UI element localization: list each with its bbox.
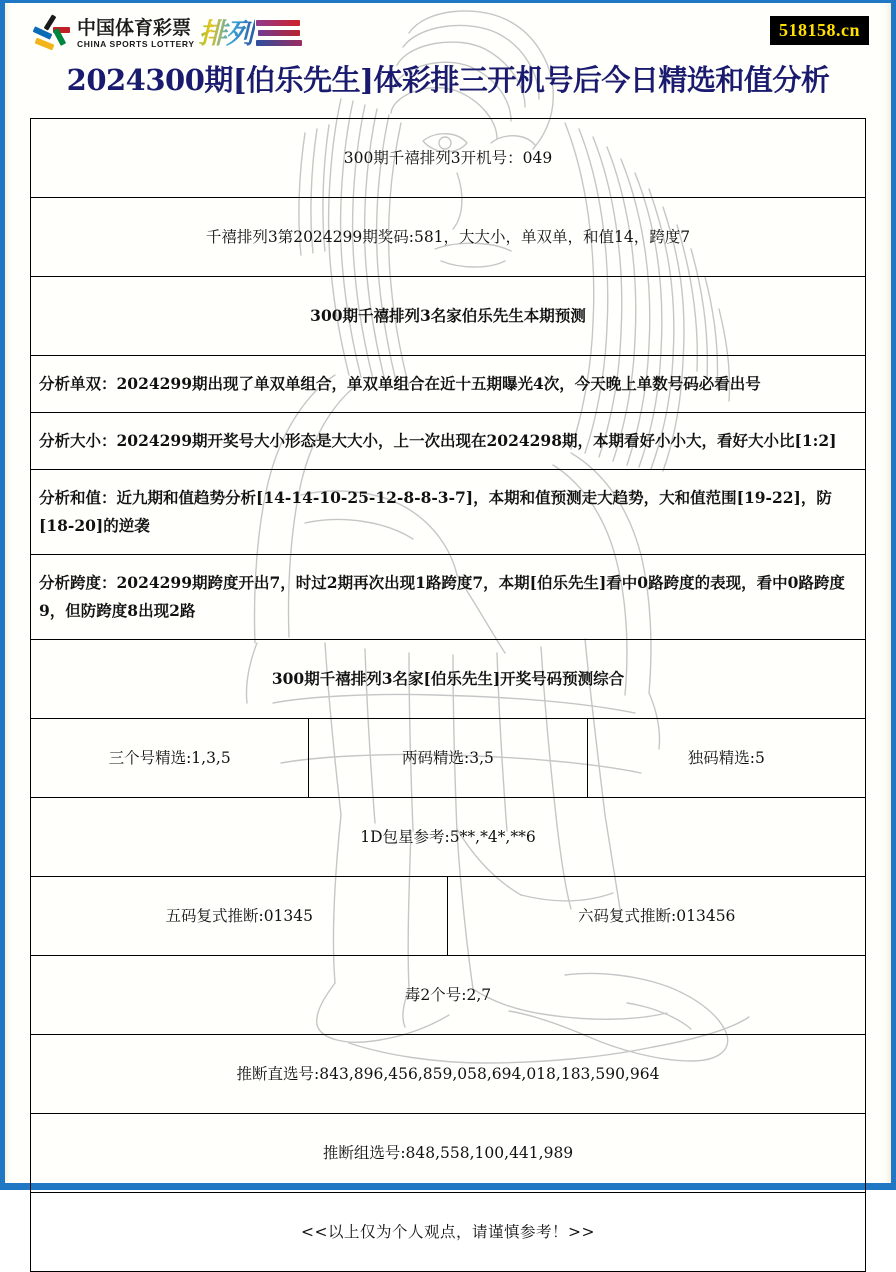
direct-selection-numbers: 推断直选号:843,896,456,859,058,694,018,183,590,964 bbox=[31, 1035, 866, 1114]
lottery-brand-name-cn: 中国体育彩票 bbox=[77, 17, 192, 39]
table-row bbox=[31, 198, 866, 277]
draw-machine-number: 300期千禧排列3开机号：049 bbox=[31, 119, 866, 198]
table-row bbox=[31, 956, 866, 1035]
bao-star-reference: 1D包星参考:5**,*4*,**6 bbox=[31, 798, 866, 877]
table-row bbox=[31, 877, 866, 956]
previous-draw-result: 千禧排列3第2024299期奖码:581，大大小，单双单，和值14，跨度7 bbox=[31, 198, 866, 277]
sports-lottery-mark-icon bbox=[32, 15, 72, 53]
analysis-span: 分析跨度：2024299期跨度开出7，时过2期再次出现1路跨度7，本期[伯乐先生]看中0路跨度的表现，看中0路跨度9，但防跨度8出现2路 bbox=[31, 555, 866, 640]
table-row bbox=[31, 413, 866, 470]
table-row bbox=[31, 1114, 866, 1193]
three-number-pick: 三个号精选:1,3,5 bbox=[31, 719, 309, 798]
expert-prediction-heading: 300期千禧排列3名家伯乐先生本期预测 bbox=[31, 277, 866, 356]
table-row bbox=[31, 277, 866, 356]
table-row bbox=[31, 356, 866, 413]
lottery-brand-name bbox=[77, 18, 195, 50]
table-row bbox=[31, 719, 866, 798]
six-code-compound: 六码复式推断:013456 bbox=[448, 877, 866, 956]
lottery-brand-name-en: CHINA SPORTS LOTTERY bbox=[77, 39, 195, 49]
two-code-pick: 两码精选:3,5 bbox=[309, 719, 587, 798]
table-row bbox=[31, 798, 866, 877]
table-row bbox=[31, 470, 866, 555]
lottery-logo bbox=[32, 11, 302, 57]
table-row bbox=[31, 1193, 866, 1272]
analysis-big-small: 分析大小：2024299期开奖号大小形态是大大小，上一次出现在2024298期，本期看好小小大，看好大小比[1:2] bbox=[31, 413, 866, 470]
prediction-table bbox=[30, 118, 866, 1272]
game-name-pailie: 排列 bbox=[198, 17, 253, 50]
single-code-pick: 独码精选:5 bbox=[587, 719, 865, 798]
table-row bbox=[31, 1035, 866, 1114]
analysis-odd-even: 分析单双：2024299期出现了单双单组合，单双单组合在近十五期曝光4次，今天晚上单数号码必看出号 bbox=[31, 356, 866, 413]
analysis-sum-value: 分析和值：近九期和值趋势分析[14-14-10-25-12-8-8-3-7]，本期和值预测走大趋势，大和值范围[19-22]，防[18-20]的逆袭 bbox=[31, 470, 866, 555]
group-selection-numbers: 推断组选号:848,558,100,441,989 bbox=[31, 1114, 866, 1193]
table-row bbox=[31, 119, 866, 198]
site-domain-badge: 518158.cn bbox=[770, 16, 869, 45]
five-code-compound: 五码复式推断:01345 bbox=[31, 877, 448, 956]
disclaimer: <<以上仅为个人观点，请谨慎参考！>> bbox=[31, 1193, 866, 1272]
table-row bbox=[31, 555, 866, 640]
kill-two-numbers: 毒2个号:2,7 bbox=[31, 956, 866, 1035]
page-title: 2024300期[伯乐先生]体彩排三开机号后今日精选和值分析 bbox=[66, 63, 830, 97]
site-header bbox=[5, 3, 891, 63]
game-number-three-icon bbox=[256, 20, 302, 48]
summary-heading: 300期千禧排列3名家[伯乐先生]开奖号码预测综合 bbox=[31, 640, 866, 719]
table-row bbox=[31, 640, 866, 719]
